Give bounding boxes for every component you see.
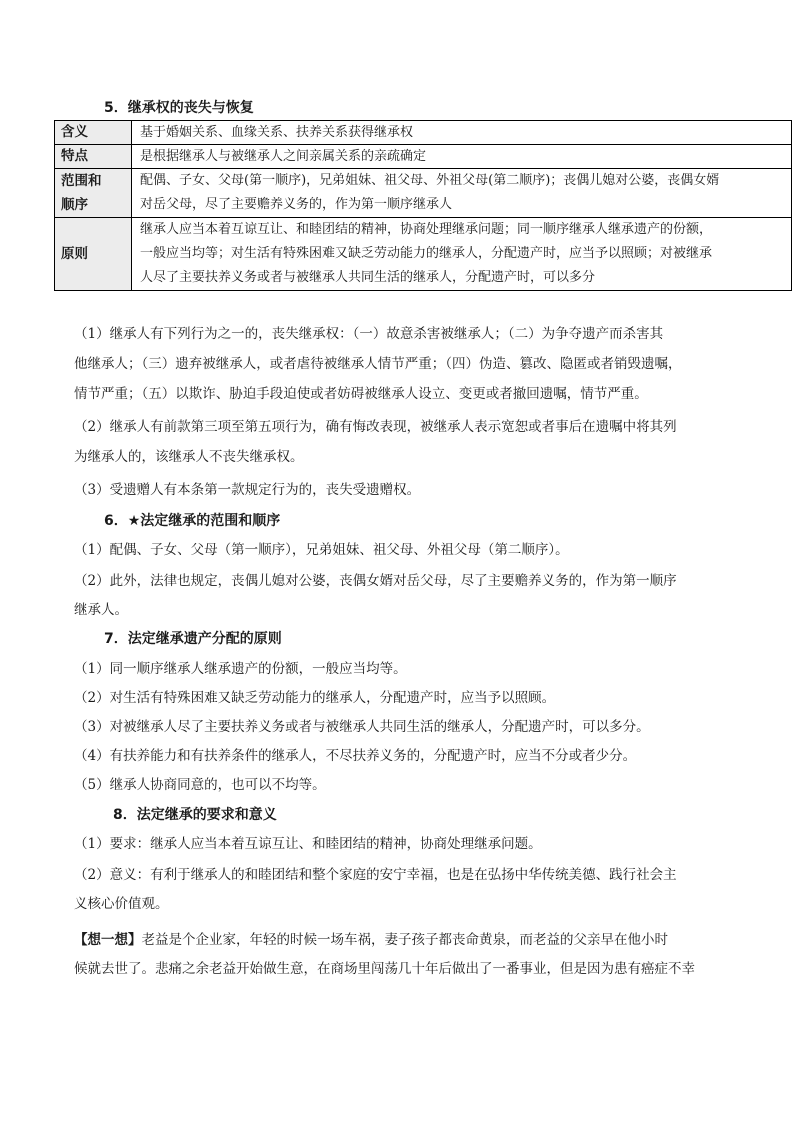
paragraph-line: （4）有扶养能力和有扶养条件的继承人，不尽扶养义务的，分配遗产时，应当不分或者少分。 (74, 748, 637, 764)
inheritance-right-table (54, 120, 792, 291)
table-value: 基于婚姻关系、血缘关系、扶养关系获得继承权 (132, 121, 792, 145)
paragraph-line: 继承人。 (74, 602, 128, 618)
table-value: 继承人应当本着互谅互让、和睦团结的精神，协商处理继承问题；同一顺序继承人继承遗产的份额， 一般应当均等；对生活有特殊困难又缺乏劳动能力的继承人，分配遗产时，应当予以照顾；对被继承 人尽了主要扶养义务或者与被继承人共同生活的继承人，分配遗产时，可以多分 (132, 218, 792, 291)
paragraph-line: （3）受遗赠人有本条第一款规定行为的，丧失受遗赠权。 (74, 482, 421, 498)
think-label: 【想一想】 (74, 932, 142, 948)
paragraph-line: 为继承人的，该继承人不丧失继承权。 (74, 449, 304, 465)
paragraph-line: （1）配偶、子女、父母（第一顺序），兄弟姐妹、祖父母、外祖父母（第二顺序）。 (74, 542, 569, 558)
paragraph-line: （3）对被继承人尽了主要扶养义务或者与被继承人共同生活的继承人，分配遗产时，可以多分。 (74, 719, 650, 735)
section-7-heading: 7．法定继承遗产分配的原则 (104, 631, 282, 647)
table-value: 是根据继承人与被继承人之间亲属关系的亲疏确定 (132, 145, 792, 169)
paragraph-line: （2）此外，法律也规定，丧偶儿媳对公婆，丧偶女婿对岳父母，尽了主要赡养义务的，作为第一顺序 (74, 573, 677, 589)
paragraph-line: （1）要求：继承人应当本着互谅互让、和睦团结的精神，协商处理继承问题。 (74, 836, 542, 852)
paragraph-line: （2）意义：有利于继承人的和睦团结和整个家庭的安宁幸福，也是在弘扬中华传统美德、践行社会主 (74, 867, 677, 883)
table-value: 配偶、子女、父母(第一顺序)，兄弟姐妹、祖父母、外祖父母(第二顺序)；丧偶儿媳对公婆，丧偶女婿 对岳父母，尽了主要赡养义务的，作为第一顺序继承人 (132, 169, 792, 218)
think-paragraph-first-line: 【想一想】老益是个企业家，年轻的时候一场车祸，妻子孩子都丧命黄泉，而老益的父亲早在他小时 (74, 932, 668, 948)
paragraph-line: 情节严重；（五）以欺诈、胁迫手段迫使或者妨碍被继承人设立、变更或者撤回遗嘱，情节严重。 (74, 386, 648, 402)
paragraph-line: （5）继承人协商同意的，也可以不均等。 (74, 777, 326, 793)
table-row (55, 121, 792, 145)
section-5-heading: 5．继承权的丧失与恢复 (104, 100, 254, 116)
paragraph-line: （2）对生活有特殊困难又缺乏劳动能力的继承人，分配遗产时，应当予以照顾。 (74, 690, 556, 706)
section-8-heading: 8．法定继承的要求和意义 (113, 807, 277, 823)
paragraph-line: （1）继承人有下列行为之一的，丧失继承权：（一）故意杀害被继承人；（二）为争夺遗产而杀害其 (74, 326, 664, 342)
table-key: 原则 (55, 218, 132, 291)
paragraph-line: 义核心价值观。 (74, 896, 169, 912)
paragraph-line: 他继承人；（三）遗弃被继承人，或者虐待被继承人情节严重；（四）伪造、篡改、隐匿或者销毁遗嘱， (74, 356, 682, 372)
paragraph-line: 候就去世了。悲痛之余老益开始做生意，在商场里闯荡几十年后做出了一番事业，但是因为患有癌症不幸 (74, 961, 695, 977)
paragraph-line: （2）继承人有前款第三项至第五项行为，确有悔改表现，被继承人表示宽恕或者事后在遗嘱中将其列 (74, 419, 677, 435)
table-row (55, 218, 792, 291)
table-key: 特点 (55, 145, 132, 169)
paragraph-line: （1）同一顺序继承人继承遗产的份额，一般应当均等。 (74, 661, 407, 677)
table-key: 范围和 顺序 (55, 169, 132, 218)
table-row (55, 145, 792, 169)
section-6-heading: 6．★法定继承的范围和顺序 (104, 513, 281, 529)
table-row (55, 169, 792, 218)
table-key: 含义 (55, 121, 132, 145)
